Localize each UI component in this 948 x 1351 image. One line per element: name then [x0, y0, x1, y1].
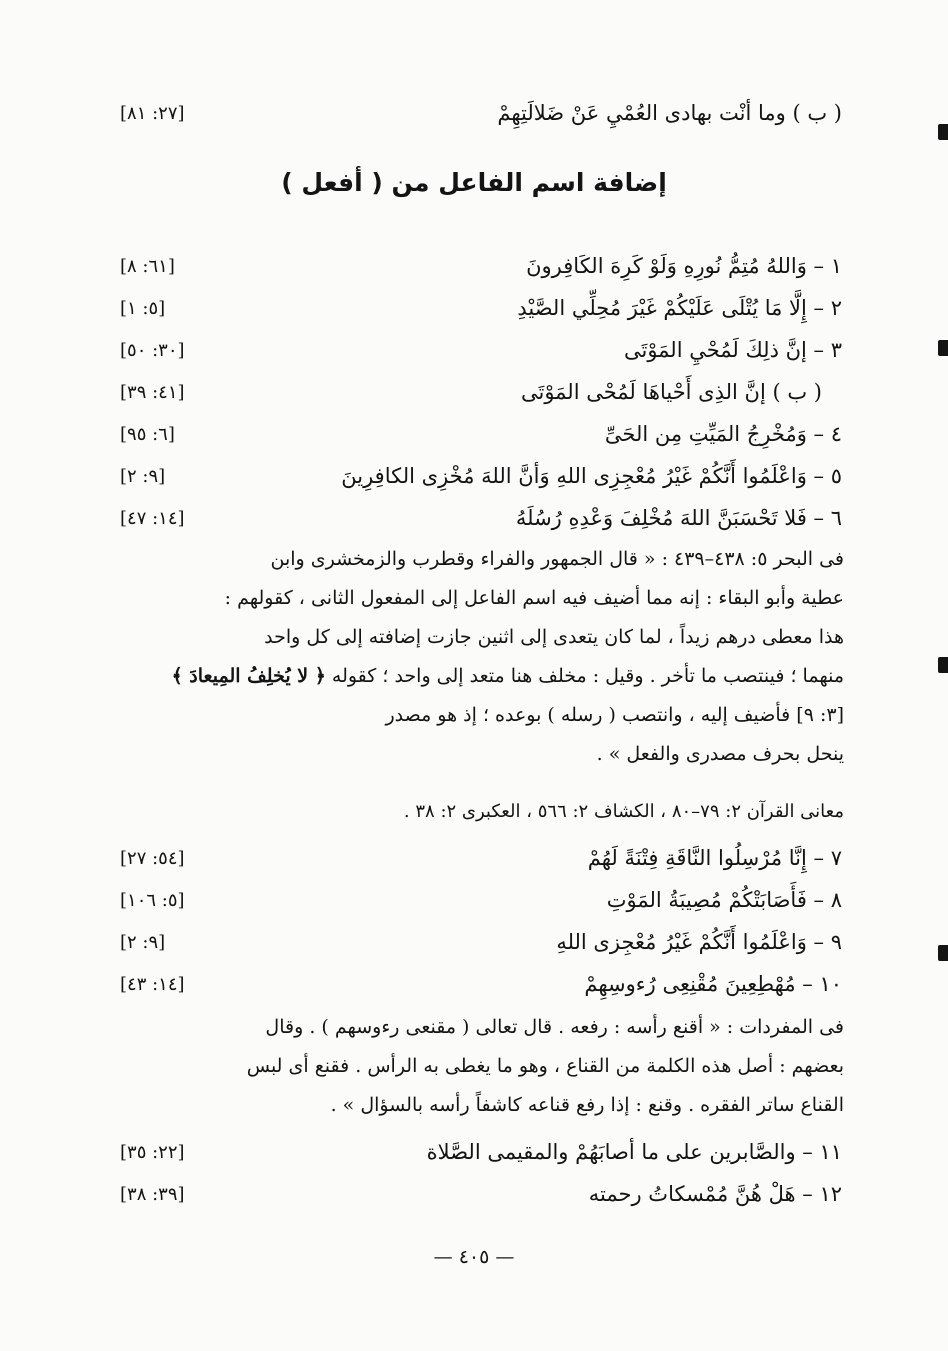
verse-reference: [٥: ١] — [120, 297, 166, 319]
verse-reference: [٩: ٢] — [120, 465, 166, 487]
text-line: فى البحر ٥: ٤٣٨–٤٣٩ : « قال الجمهور والفراء وقطرب والزمخشرى وابن — [270, 548, 844, 570]
verse-row — [120, 330, 842, 370]
text-segment: فأضيف إليه ، وانتصب ( رسله ) بوعده ؛ إذ هو مصدر — [385, 704, 791, 726]
section-title: إضافة اسم الفاعل من ( أفعل ) — [281, 168, 667, 197]
verse-text: ٨ – فَأَصَابَتْكُمْ مُصِيبَةُ المَوْتِ — [606, 888, 842, 912]
verse-text: ١٠ – مُهْطِعِينَ مُقْنِعِى رُءوسِهِمْ — [584, 972, 842, 996]
commentary-paragraph — [122, 1008, 844, 1125]
verse-text: ١٢ – هَلْ هُنَّ مُمْسكاتُ رحمته — [588, 1182, 842, 1206]
verse-reference: [٩: ٢] — [120, 931, 166, 953]
verse-reference: [٦١: ٨] — [120, 255, 175, 277]
verse-reference: [١٤: ٤٧] — [120, 507, 185, 529]
verse-row — [120, 880, 842, 920]
verse-text: ٩ – وَاعْلَمُوا أَنَّكُمْ غَيْرُ مُعْجِزى اللهِ — [556, 930, 842, 954]
verse-reference: [٢٧: ٨١] — [120, 102, 185, 124]
scan-edge-mark — [938, 340, 948, 356]
text-line: هذا معطى درهم زيداً ، لما كان يتعدى إلى اثنين جازت إضافته إلى كل واحد — [264, 626, 844, 648]
verse-row — [120, 1174, 842, 1214]
verse-row — [120, 288, 842, 328]
verse-text: ٧ – إِنَّا مُرْسِلُوا النَّاقَةِ فِتْنَةً لَهُمْ — [587, 846, 842, 870]
verse-text: ( ب ) وما أنْت بهادى العُمْيِ عَنْ ضَلالَتِهِمْ — [497, 101, 842, 125]
commentary-paragraph — [122, 540, 844, 774]
verse-row — [120, 414, 842, 454]
text-line: القناع ساتر الفقره . وقنع : إذا رفع قناعه كاشفاً رأسه بالسؤال » . — [330, 1094, 844, 1116]
verse-reference: [٣: ٩] — [796, 704, 844, 726]
verse-row — [120, 498, 842, 538]
top-verse-row — [120, 93, 842, 133]
verse-text: ١ – وَاللهُ مُتِمُّ نُورِهِ وَلَوْ كَرِهَ الكَافِرونَ — [526, 254, 842, 278]
scan-edge-mark — [938, 657, 948, 673]
verse-row — [120, 456, 842, 496]
scan-edge-mark — [938, 124, 948, 140]
sources-line: معانى القرآن ٢: ٧٩–٨٠ ، الكشاف ٢: ٥٦٦ ، العكبرى ٢: ٣٨ . — [403, 801, 844, 822]
scan-edge-mark — [938, 945, 948, 961]
verse-row — [120, 372, 842, 412]
verse-text: ١١ – والصَّابرين على ما أصابَهُمْ والمقيمى الصَّلاة — [426, 1140, 842, 1164]
text-line — [122, 657, 844, 696]
verse-reference: [٣٩: ٣٨] — [120, 1183, 185, 1205]
verse-reference: [١٤: ٤٣] — [120, 973, 185, 995]
verse-text: ٦ – فَلا تَحْسَبَنَّ اللهَ مُخْلِفَ وَعْدِهِ رُسُلَهُ — [515, 506, 842, 530]
verse-reference: [٦: ٩٥] — [120, 423, 175, 445]
text-line: بعضهم : أصل هذه الكلمة من القناع ، وهو ما يغطى به الرأس . فقنع أى لبس — [246, 1055, 844, 1077]
text-segment: منهما ؛ فينتصب ما تأخر . وقيل : مخلف هنا متعد إلى واحد ؛ كقوله — [331, 665, 844, 687]
verse-text: ٣ – إنَّ ذلِكَ لَمُحْيِ المَوْتَى — [623, 338, 842, 362]
verse-row — [120, 1132, 842, 1172]
verse-row — [120, 964, 842, 1004]
text-line: ينحل بحرف مصدرى والفعل » . — [596, 743, 844, 765]
text-line: فى المفردات : « أقنع رأسه : رفعه . قال تعالى ( مقنعى رءوسهم ) . وقال — [265, 1016, 844, 1038]
verse-reference: [٥: ١٠٦] — [120, 889, 185, 911]
verse-reference: [٤١: ٣٩] — [120, 381, 185, 403]
page-number: — ٤٠٥ — — [433, 1246, 515, 1268]
verse-row — [120, 838, 842, 878]
verse-text: ٢ – إِلَّا مَا يُتْلَى عَلَيْكُمْ غَيْرَ مُحِلِّي الصَّيْدِ — [517, 296, 842, 320]
verse-text: ( ب ) إنَّ الذِى أَحْياهَا لَمُحْى المَوْتَى — [520, 380, 822, 404]
quran-quote: ﴿ لا يُخلِفُ المِيعادَ ﴾ — [171, 665, 326, 687]
text-line: عطية وأبو البقاء : إنه مما أضيف فيه اسم الفاعل إلى المفعول الثانى ، كقولهم : — [224, 587, 844, 609]
verse-reference: [٥٤: ٢٧] — [120, 847, 185, 869]
verse-reference: [٣٠: ٥٠] — [120, 339, 185, 361]
verse-row — [120, 246, 842, 286]
verse-row — [120, 922, 842, 962]
verse-text: ٥ – وَاعْلَمُوا أَنَّكُمْ غَيْرُ مُعْجِزِى اللهِ وَأنَّ اللهَ مُخْزِى الكافِرِينَ — [341, 464, 842, 488]
text-line — [122, 696, 844, 735]
verse-reference: [٢٢: ٣٥] — [120, 1141, 185, 1163]
verse-text: ٤ – وَمُخْرِجُ المَيِّتِ مِن الحَىِّ — [604, 422, 842, 446]
